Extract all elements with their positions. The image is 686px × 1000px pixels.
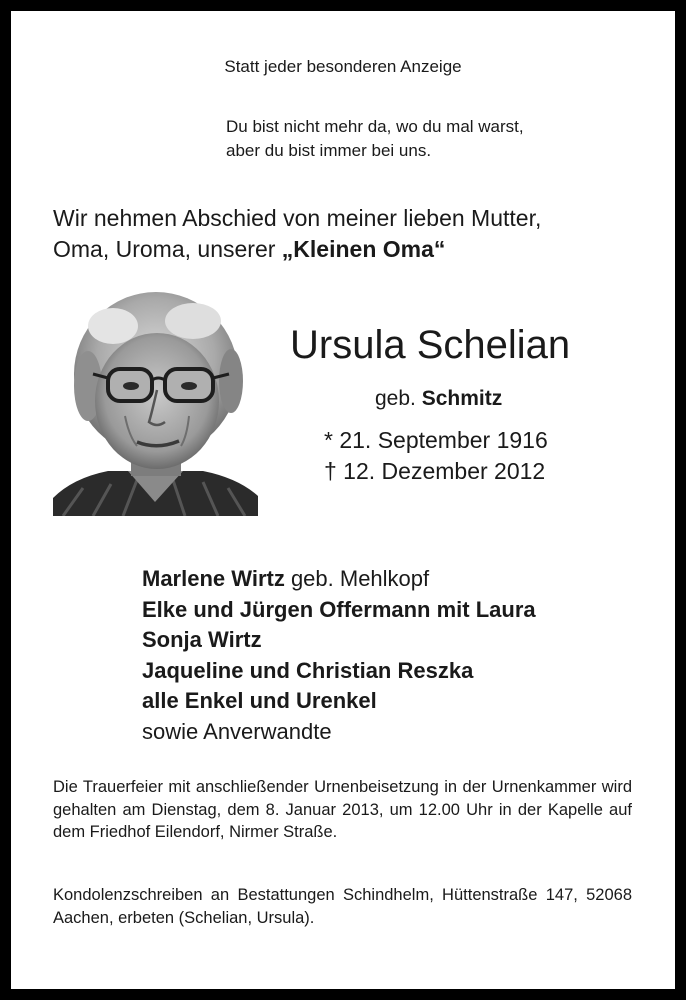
mourner-name: Sonja Wirtz bbox=[142, 627, 262, 652]
intro-line-1: Wir nehmen Abschied von meiner lieben Mutter, bbox=[53, 205, 542, 231]
notice-header: Statt jeder besonderen Anzeige bbox=[224, 57, 462, 76]
verse-line-2: aber du bist immer bei uns. bbox=[226, 141, 432, 160]
mourner-line bbox=[142, 595, 536, 626]
mourner-line bbox=[142, 686, 536, 717]
verse-line-1: Du bist nicht mehr da, wo du mal warst, bbox=[226, 117, 524, 136]
mourner-birth-name: geb. Mehlkopf bbox=[284, 566, 430, 591]
portrait-photo bbox=[53, 266, 258, 516]
obituary-notice bbox=[11, 11, 675, 989]
birth-name-line bbox=[375, 385, 502, 413]
intro-line-2 bbox=[53, 234, 541, 265]
death-date: † 12. Dezember 2012 bbox=[324, 458, 546, 484]
birth-date: * 21. September 1916 bbox=[324, 427, 548, 453]
birth-name: Schmitz bbox=[421, 387, 503, 410]
condolence-info: Kondolenzschreiben an Bestattungen Schindhelm, Hüttenstraße 147, 52068 Aachen, erbeten (Schelian, Ursula). bbox=[53, 886, 632, 927]
mourner-name: Marlene Wirtz bbox=[142, 566, 285, 591]
mourner-line bbox=[142, 656, 536, 687]
mourners-list bbox=[142, 564, 536, 747]
nickname: „Kleinen Oma“ bbox=[281, 236, 446, 262]
mourner-name: Jaqueline und Christian Reszka bbox=[142, 657, 474, 683]
mourner-line bbox=[142, 564, 536, 595]
mourner-name: alle Enkel und Urenkel bbox=[142, 688, 377, 713]
deceased-name: Ursula Schelian bbox=[290, 323, 571, 367]
funeral-service-info: Die Trauerfeier mit anschließender Urnenbeisetzung in der Urnenkammer wird gehalten am Dienstag, dem 8. Januar 2013, um 12.00 Uhr in der Kapelle auf dem Friedhof Eilendorf, Nirmer Straße. bbox=[53, 778, 632, 841]
mourner-line bbox=[142, 625, 536, 656]
mourner-name: Elke und Jürgen Offermann mit Laura bbox=[142, 596, 536, 622]
life-dates bbox=[324, 425, 548, 487]
intro-line-2-text: Oma, Uroma, unserer bbox=[53, 236, 282, 262]
relatives-line: sowie Anverwandte bbox=[142, 718, 332, 744]
memorial-verse bbox=[226, 115, 524, 163]
farewell-intro bbox=[53, 203, 541, 265]
geb-prefix: geb. bbox=[375, 387, 422, 410]
